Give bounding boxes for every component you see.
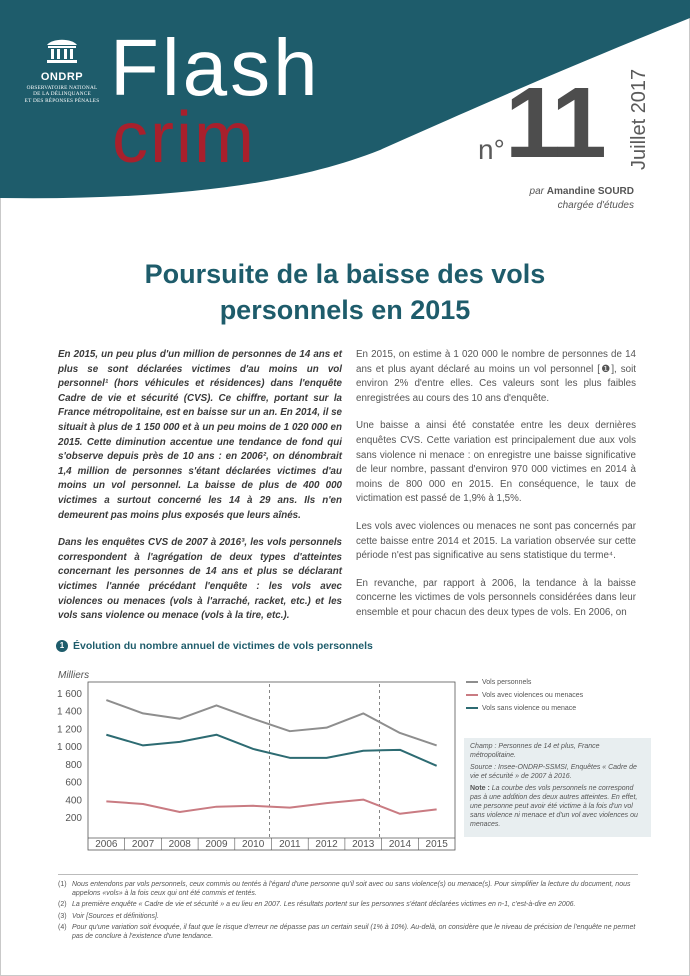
x-tick-label: 2007 xyxy=(131,839,155,850)
y-tick-label: 1 000 xyxy=(56,742,82,754)
brand-crim: crim xyxy=(112,98,256,178)
y-tick-label: 200 xyxy=(65,813,82,825)
summary-paragraph: Dans les enquêtes CVS de 2007 à 2016³, les vols personnels correspondent à l'agrégation de deux types d'atteintes concernant les personnes de 14 ans et plus se déclarant victimes l'année précédant l'enquête : les vols avec violences ou menaces (vols à l'arraché, racket, etc.) et les vols sans violence ou menace (vols à la tire, etc.). xyxy=(58,537,342,622)
x-tick-label: 2006 xyxy=(95,839,118,850)
note-champ: Champ : Personnes de 14 et plus, France métropolitaine. xyxy=(470,743,600,759)
y-tick-label: 600 xyxy=(65,777,82,789)
note-text: Note : La courbe des vols personnels ne correspond pas à une addition des deux autres atteintes. En effet, une personne peut avoir été victime à la fois d'un vol sans violence ni menace et d'un vol avec violences ou menaces. xyxy=(470,785,638,828)
page-title: Poursuite de la baisse des vols personnels en 2015 xyxy=(144,259,546,325)
x-tick-label: 2010 xyxy=(242,839,265,850)
issue-date: Juillet 2017 xyxy=(628,68,650,170)
author-role: chargée d'études xyxy=(557,200,634,211)
body-paragraph: En 2015, on estime à 1 020 000 le nombre de personnes de 14 ans et plus ayant déclaré au moins un vol personnel [❶], soit environ 2% d'entre elles. Ces valeurs sont les plus faibles enregistrées au cours des 10 ans d'enquête. xyxy=(356,349,636,404)
y-tick-label: 1 200 xyxy=(56,724,82,736)
y-tick-label: 800 xyxy=(65,759,82,771)
footnote: (4) Pour qu'une variation soit évoquée, il faut que le risque d'erreur ne dépasse pas un certain seuil (1% à 10%). Au-delà, on considère que le niveau de précision de l'enquête ne permet pas de conclure à l'existence d'une tendance. xyxy=(58,923,636,941)
x-tick-label: 2011 xyxy=(279,839,301,850)
legend-swatch xyxy=(466,681,478,683)
note-source: Source : Insee-ONDRP-SSMSI, Enquêtes « Cadre de vie et sécurité » de 2007 à 2016. xyxy=(470,764,637,780)
y-tick-label: 1 600 xyxy=(56,688,82,700)
series-line xyxy=(106,800,436,814)
figure-title-text: Évolution du nombre annuel de victimes de vols personnels xyxy=(73,640,373,652)
legend-item: Vols avec violences ou menaces xyxy=(466,689,583,702)
issue-prefix: n° xyxy=(478,134,505,165)
legend-swatch xyxy=(466,707,478,709)
author-name: Amandine SOURD xyxy=(546,186,634,197)
brand-flash: Flash xyxy=(110,23,321,112)
legend-item: Vols personnels xyxy=(466,676,583,689)
x-tick-label: 2008 xyxy=(168,839,191,850)
footnote: (3) Voir [Sources et définitions]. xyxy=(58,912,159,920)
body-paragraph: Les vols avec violences ou menaces ne sont pas concernés par cette baisse entre 2014 et 2015. La variation observée sur cette période n'est pas significative au sens statistique du terme⁴. xyxy=(356,520,636,562)
chart-unit-label: Milliers xyxy=(58,670,90,681)
plot-frame xyxy=(88,682,455,850)
legend-swatch xyxy=(466,694,478,696)
body-paragraph: Une baisse a ainsi été constatée entre les deux dernières enquêtes CVS. Cette variation est principalement due aux vols sans violence ni menace : on enregistre une baisse significative de leur nombre, passant d'environ 970 000 victimes en 2014 à moins de 800 000 en 2015. En conséquence, le taux de victimation est passé de 1,9% à 1,5%. xyxy=(356,420,636,505)
logo-abbreviation: ONDRP xyxy=(40,71,84,83)
summary-paragraph: En 2015, un peu plus d'un million de personnes de 14 ans et plus se sont déclarées victimes d'au moins un vol personnel¹ (hors véhicules et résidences) dans l'enquête Cadre de vie et sécurité (CVS). Ce chiffre, portant sur la France métropolitaine, est en baisse sur un an. En 2014, il se situait à plus de 1 150 000 et à un peu moins de 1 020 000 en 2015. Cette diminution accentue une tendance de fond qui s'observe depuis près de 10 ans : en 2006², on dénombrait 1,4 million de personnes s'étant déclarées victimes d'au moins un vol personnel. La baisse de plus de 400 000 victimes a surtout concerné les 14 à 29 ans. Ils n'en demeurent pas moins plus exposés que leurs aînés. xyxy=(58,349,342,521)
footnotes xyxy=(58,880,642,943)
logo-organization: OBSERVATOIRE NATIONAL DE LA DÉLINQUANCE ET DES RÉPONSES PÉNALES xyxy=(24,85,100,104)
x-tick-label: 2009 xyxy=(205,839,228,850)
x-tick-label: 2015 xyxy=(425,839,448,850)
y-tick-label: 400 xyxy=(65,795,82,807)
footnote-divider xyxy=(58,874,638,875)
footnote: (2) La première enquête « Cadre de vie et sécurité » a eu lieu en 2007. Les résultats portent sur les personnes s'étant déclarées victimes en n-1, c'est-à-dire en 2006. xyxy=(58,901,576,909)
body-paragraph: En revanche, par rapport à 2006, la tendance à la baisse concerne les victimes de vols personnels considérées dans leur ensemble et pour chacun des deux types de vols. En 2006, on xyxy=(356,577,636,618)
chart-legend xyxy=(466,676,583,715)
footnote: (1) Nous entendons par vols personnels, ceux commis ou tentés à l'égard d'une personne qu'il soit avec ou sans violence(s) ou menace(s). Pour simplifier la lecture du document, nous appelons «vols» à la fois ceux qui ont été commis et tentés. xyxy=(58,881,631,898)
figure-number-badge: 1 xyxy=(56,640,68,652)
x-tick-label: 2012 xyxy=(315,839,338,850)
y-tick-label: 1 400 xyxy=(56,706,82,718)
series-line xyxy=(106,735,436,766)
x-tick-label: 2014 xyxy=(388,839,412,850)
x-tick-label: 2013 xyxy=(352,839,375,850)
series-line xyxy=(106,700,436,745)
chart-note-box xyxy=(464,738,651,837)
author-by: par xyxy=(529,186,544,197)
issue-number: 11 xyxy=(505,67,603,179)
legend-item: Vols sans violence ou menace xyxy=(466,702,583,715)
